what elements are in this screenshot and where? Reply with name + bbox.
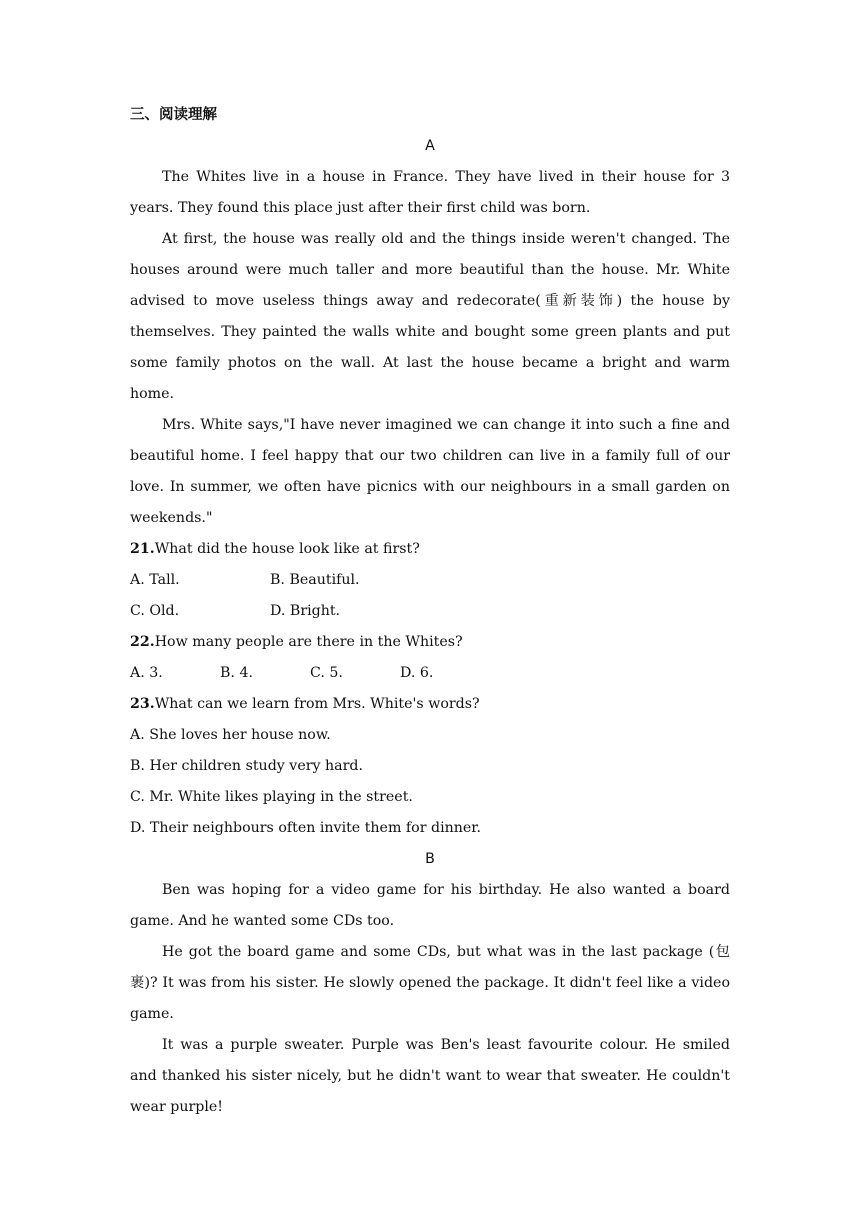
option: D. Their neighbours often invite them for dinner. [130,820,482,836]
options-row [130,565,730,596]
section-heading: 三、阅读理解 [130,107,217,123]
question-22 [130,627,730,658]
passage-a-paragraph-2: At first, the house was really old and the things inside weren't changed. The houses around were much taller and more beautiful than the house. Mr. White advised to move useless things away and redecorate(重新装饰) the house by themselves. They painted the walls white and bought some green plants and put some family photos on the wall. At last the house became a bright and warm home. [130,231,730,402]
option: B. Beautiful. [270,572,360,588]
question-number: 21. [130,541,155,557]
options-row [130,658,730,689]
passage-b-paragraph-1: Ben was hoping for a video game for his birthday. He also wanted a board game. And he wanted some CDs too. [130,882,730,929]
passage-a-paragraph-1: The Whites live in a house in France. They have lived in their house for 3 years. They found this place just after their first child was born. [130,169,730,216]
question-text: What can we learn from Mrs. White's words? [154,696,480,712]
passage-a-label: A [425,138,435,154]
question-23 [130,689,730,720]
passage-b-label: B [425,851,435,867]
question-21 [130,534,730,565]
question-text: How many people are there in the Whites? [154,634,463,650]
document-page [130,100,730,1123]
options-row [130,596,730,627]
passage-b-paragraph-3: It was a purple sweater. Purple was Ben's least favourite colour. He smiled and thanked his sister nicely, but he didn't want to wear that sweater. He couldn't wear purple! [130,1037,730,1115]
option: A. She loves her house now. [130,727,331,743]
question-number: 23. [130,696,155,712]
option: C. 5. [310,665,343,681]
question-text: What did the house look like at first? [154,541,420,557]
question-number: 22. [130,634,155,650]
option: B. 4. [220,665,253,681]
option: B. Her children study very hard. [130,758,363,774]
passage-a-paragraph-3: Mrs. White says,"I have never imagined we can change it into such a fine and beautiful home. I feel happy that our two children can live in a family full of our love. In summer, we often have picnics with our neighbours in a small garden on weekends." [130,417,730,526]
option: C. Old. [130,603,180,619]
passage-b-paragraph-2: He got the board game and some CDs, but what was in the last package (包裹)? It was from his sister. He slowly opened the package. It didn't feel like a video game. [130,944,730,1022]
option: C. Mr. White likes playing in the street. [130,789,413,805]
option: A. Tall. [130,572,180,588]
option: D. 6. [400,665,434,681]
option: D. Bright. [270,603,341,619]
option: A. 3. [130,665,163,681]
